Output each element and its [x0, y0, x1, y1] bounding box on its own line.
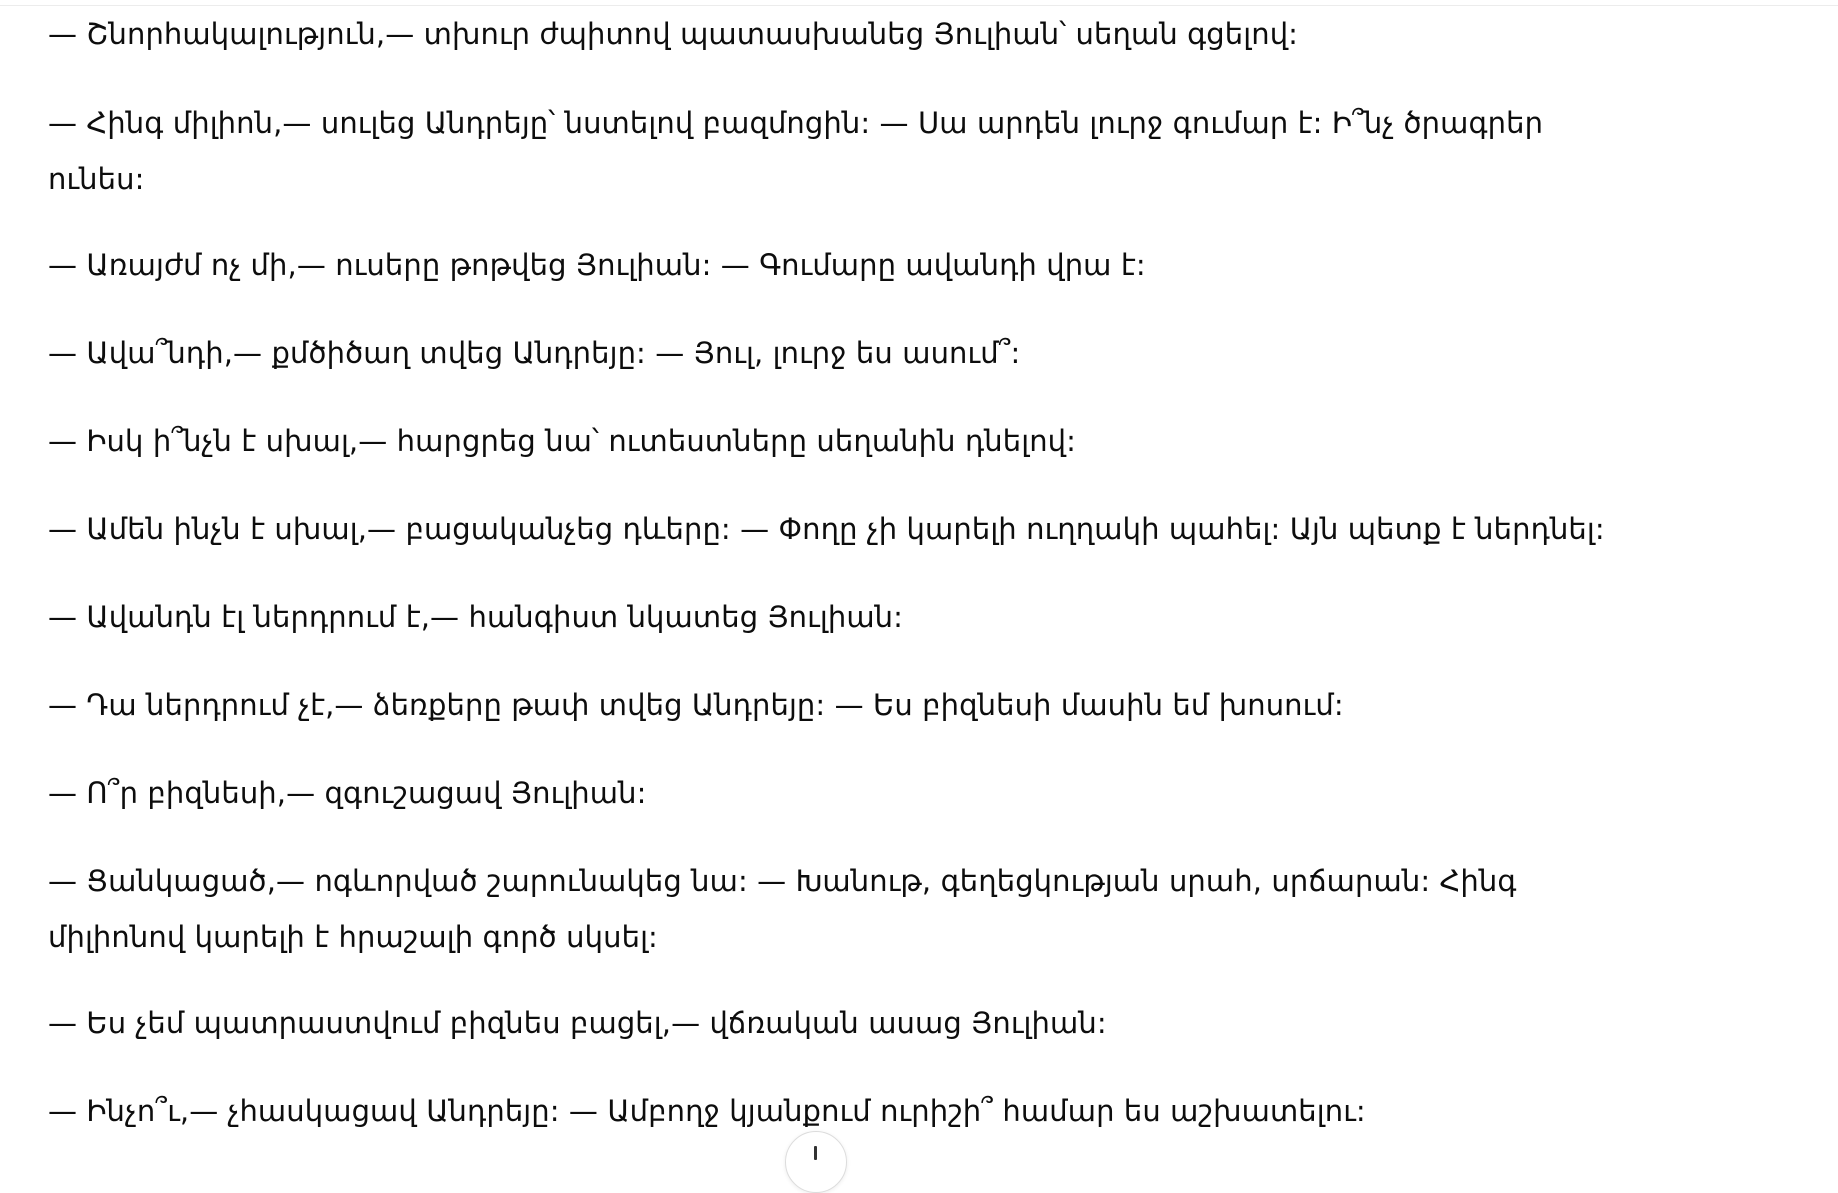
paragraph-5: — Իսկ ի՞նչն է սխալ,— հարցրեց նա՝ ուտեստները սեղանին դնելով: — [48, 424, 1077, 458]
paragraph-7: — Ավանդն էլ ներդրում է,— հանգիստ նկատեց Յուլիան: — [48, 600, 904, 634]
paragraph-6: — Ամեն ինչն է սխալ,— բացականչեց դևերը: — Փողը չի կարելի ուղղակի պահել: Այն պետք է ներդնել: — [48, 512, 1605, 546]
paragraph-2: — Հինգ միլիոն,— սուլեց Անդրեյը՝ նստելով բազմոցին: — Սա արդեն լուրջ գումար է: Ի՞նչ ծրագրեր ունես: — [48, 106, 1544, 196]
paragraph-4: — Ավա՞նդի,— քմծիծաղ տվեց Անդրեյը: — Յուլ, լուրջ ես ասում՞: — [48, 336, 1021, 370]
paragraph-11: — Ես չեմ պատրաստվում բիզնես բացել,— վճռական ասաց Յուլիան: — [48, 1006, 1107, 1040]
paragraph-12: — Ինչո՞ւ,— չհասկացավ Անդրեյը: — Ամբողջ կյանքում ուրիշի՞ համար ես աշխատելու: — [48, 1094, 1366, 1128]
scroll-down-button[interactable] — [785, 1131, 847, 1193]
arrow-down-icon — [814, 1146, 817, 1160]
paragraph-1: — Շնորհակալություն,— տխուր ժպիտով պատասխանեց Յուլիան՝ սեղան գցելով: — [48, 17, 1299, 51]
paragraph-10: — Ցանկացած,— ոգևորված շարունակեց նա: — Խանութ, գեղեցկության սրահ, սրճարան: Հինգ միլիոնով կարելի է հրաշալի գործ սկսել: — [48, 864, 1517, 954]
paragraph-9: — Ո՞ր բիզնեսի,— զգուշացավ Յուլիան: — [48, 776, 647, 810]
paragraph-3: — Առայժմ ոչ մի,— ուսերը թոթվեց Յուլիան: — Գումարը ավանդի վրա է: — [48, 248, 1146, 282]
paragraph-8: — Դա ներդրում չէ,— ձեռքերը թափ տվեց Անդրեյը: — Ես բիզնեսի մասին եմ խոսում: — [48, 688, 1344, 722]
